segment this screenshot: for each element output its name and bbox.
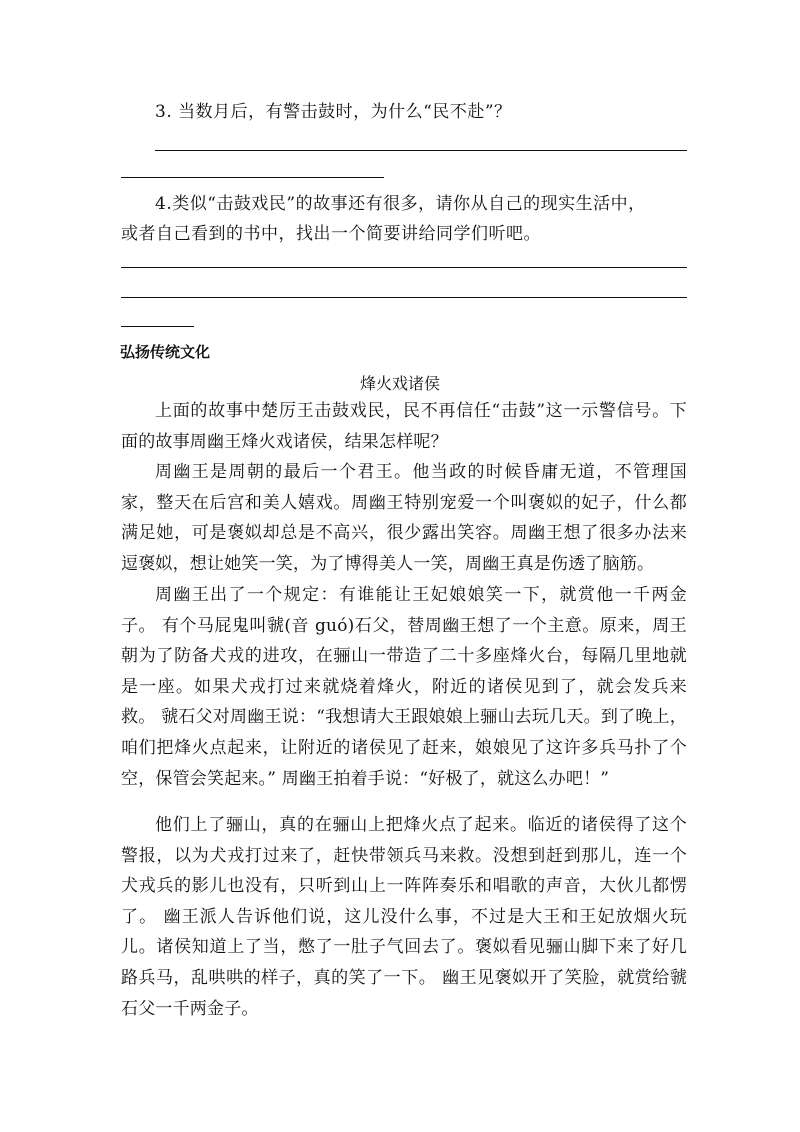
question-4-line-2: 或者自己看到的书中，找出一个简要讲给同学们听吧。 <box>121 224 541 244</box>
answer-line <box>121 326 194 327</box>
paragraph-intro: 上面的故事中楚厉王击鼓戏民，民不再信任“击鼓”这一示警信号。下面的故事周幽王烽火戏诸侯，结果怎样呢？ <box>121 401 687 452</box>
paragraph-3: 他们上了骊山，真的在骊山上把烽火点了起来。临近的诸侯得了这个警报，以为犬戎打过来了，赶快带领兵马来救。没想到赶到那儿，连一个犬戎兵的影儿也没有，只听到山上一阵阵奏乐和唱歌的声音，大伙儿都愣了。 幽王派人告诉他们说，这儿没什么事，不过是大王和王妃放烟火玩儿。诸侯知道上了当，憋了一肚子气回去了。褒姒看见骊山脚下来了好几路兵马，乱哄哄的样子，真的笑了一下。 幽王见褒姒开了笑脸，就赏给虢石父一千两金子。 <box>121 815 687 1019</box>
section-heading: 弘扬传统文化 <box>120 343 211 361</box>
paragraph-1: 周幽王是周朝的最后一个君王。他当政的时候昏庸无道，不管理国家，整天在后宫和美人嬉戏。周幽王特别宠爱一个叫褒姒的妃子，什么都满足她，可是褒姒却总是不高兴，很少露出笑容。周幽王想了很多办法来逗褒姒，想让她笑一笑，为了博得美人一笑，周幽王真是伤透了脑筋。 <box>121 462 687 574</box>
answer-line <box>121 297 687 298</box>
story-title: 烽火戏诸侯 <box>359 374 440 393</box>
answer-line <box>121 267 687 268</box>
question-4-line-1: 4.类似“击鼓戏民”的故事还有很多，请你从自己的现实生活中， <box>155 194 646 214</box>
question-3: 3. 当数月后，有警击鼓时，为什么“民不赴”？ <box>155 102 512 122</box>
paragraph-2: 周幽王出了一个规定：有谁能让王妃娘娘笑一下，就赏他一千两金子。 有个马屁鬼叫虢(音 guó)石父，替周幽王想了一个主意。原来，周王朝为了防备犬戎的进攻，在骊山一带造了二十多座烽火台，每隔几里地就是一座。如果犬戎打过来就烧着烽火，附近的诸侯见到了，就会发兵来救。 虢石父对周幽王说：“我想请大王跟娘娘上骊山去玩几天。到了晚上，咱们把烽火点起来，让附近的诸侯见了赶来，娘娘见了这许多兵马扑了个空，保管会笑起来。” 周幽王拍着手说：“好极了，就这么办吧！” <box>121 585 687 789</box>
answer-line <box>121 177 384 178</box>
answer-line <box>155 150 687 151</box>
